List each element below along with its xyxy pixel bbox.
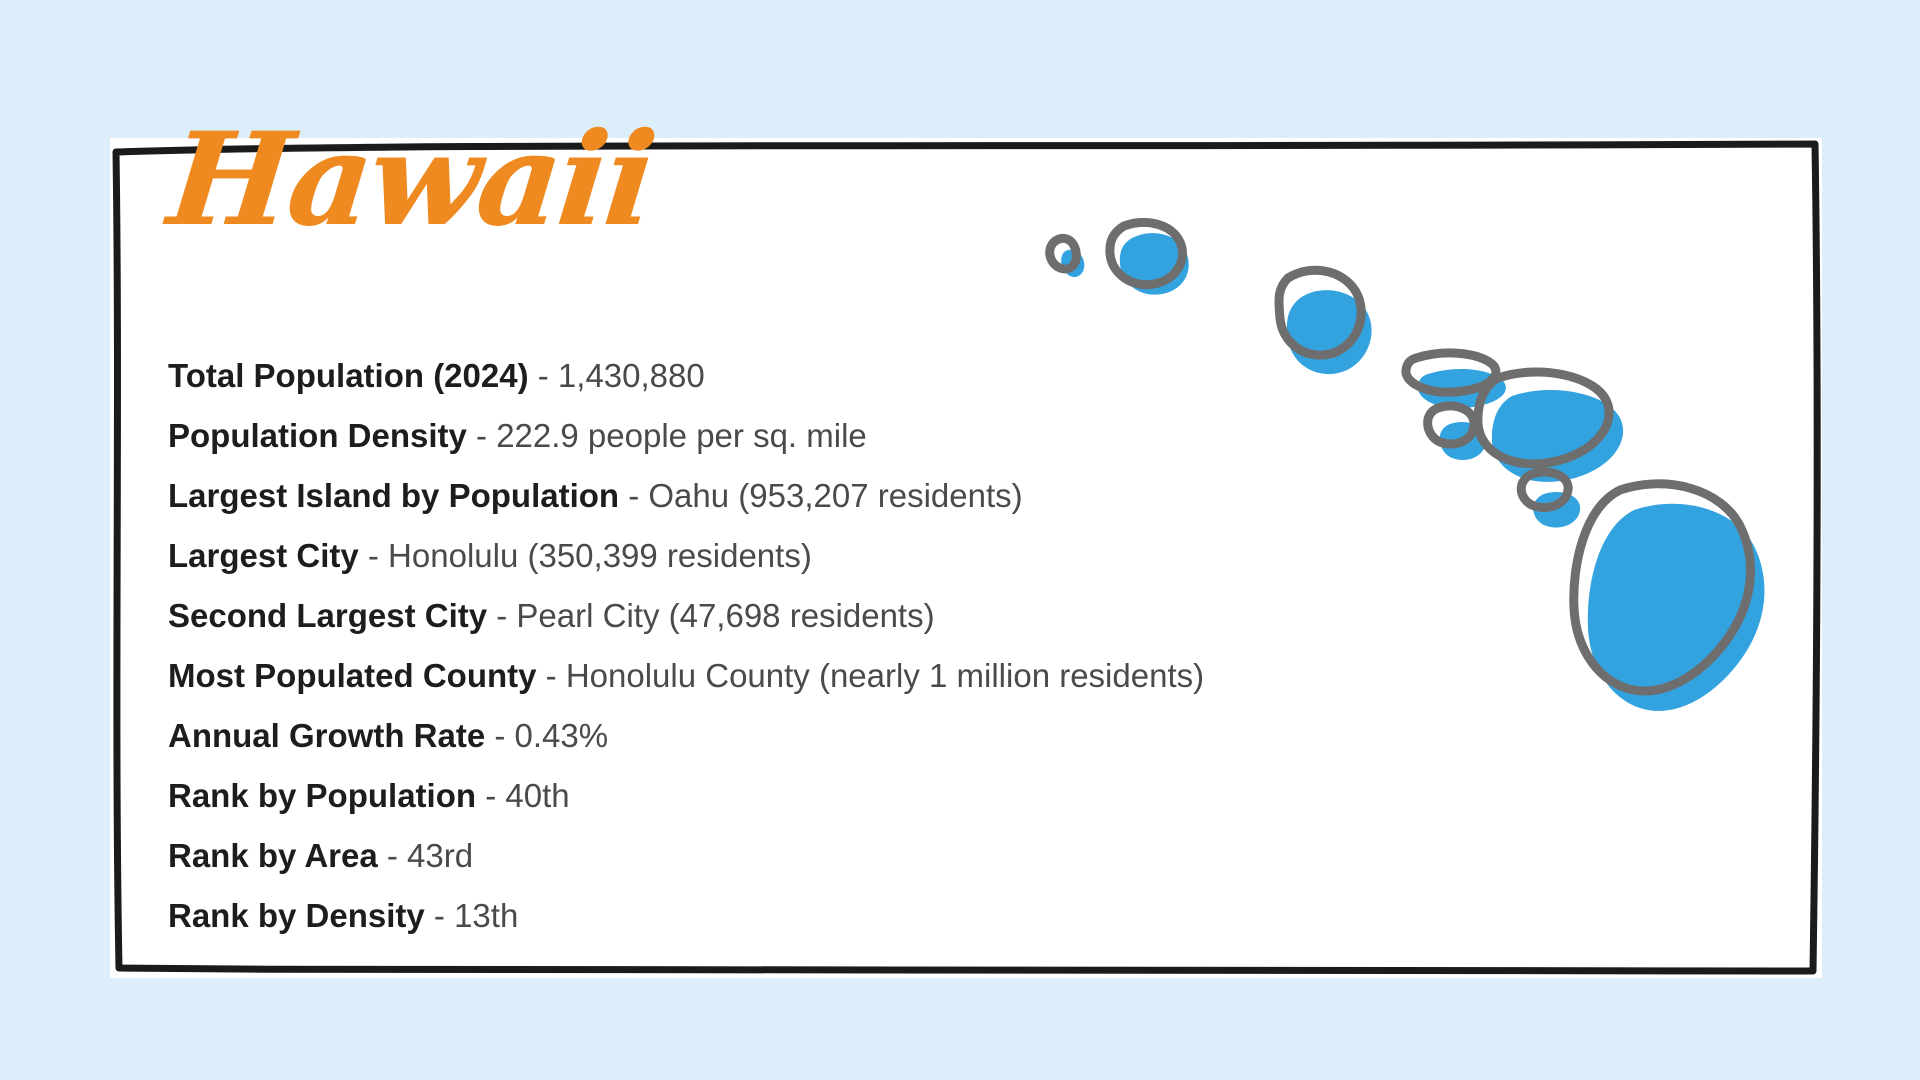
page-title: Hawaii — [162, 105, 661, 255]
fact-label: Rank by Population — [168, 777, 477, 814]
fact-value: 40th — [505, 777, 570, 814]
hawaii-islands-map-icon — [1042, 218, 1782, 838]
fact-value: Honolulu (350,399 residents) — [388, 537, 812, 574]
fact-value: 1,430,880 — [557, 357, 705, 394]
fact-separator: - — [377, 837, 408, 874]
fact-label: Rank by Area — [168, 837, 378, 874]
fact-label: Second Largest City — [168, 597, 488, 634]
fact-label: Largest Island by Population — [168, 477, 620, 514]
fact-separator: - — [466, 417, 497, 454]
list-item — [168, 886, 1448, 946]
fact-separator: - — [358, 537, 389, 574]
fact-value: Pearl City (47,698 residents) — [516, 597, 935, 634]
fact-label: Most Populated County — [168, 657, 537, 694]
fact-separator: - — [528, 357, 558, 394]
fact-value: 43rd — [407, 837, 474, 874]
fact-value: 13th — [454, 897, 519, 934]
fact-label: Population Density — [168, 417, 467, 454]
fact-value: Honolulu County (nearly 1 million residents) — [565, 657, 1205, 694]
info-card — [110, 105, 1822, 978]
fact-label: Rank by Density — [168, 897, 425, 934]
fact-separator: - — [487, 597, 517, 634]
fact-separator: - — [619, 477, 649, 514]
fact-separator: - — [424, 897, 455, 934]
fact-separator: - — [485, 717, 515, 754]
fact-separator: - — [476, 777, 506, 814]
fact-value: 0.43% — [514, 717, 609, 754]
fact-label: Largest City — [168, 537, 359, 574]
fact-separator: - — [536, 657, 566, 694]
fact-label: Total Population (2024) — [168, 357, 529, 394]
fact-value: 222.9 people per sq. mile — [496, 417, 867, 454]
island-fills — [1061, 233, 1764, 711]
fact-value: Oahu (953,207 residents) — [648, 477, 1023, 514]
fact-label: Annual Growth Rate — [168, 717, 486, 754]
